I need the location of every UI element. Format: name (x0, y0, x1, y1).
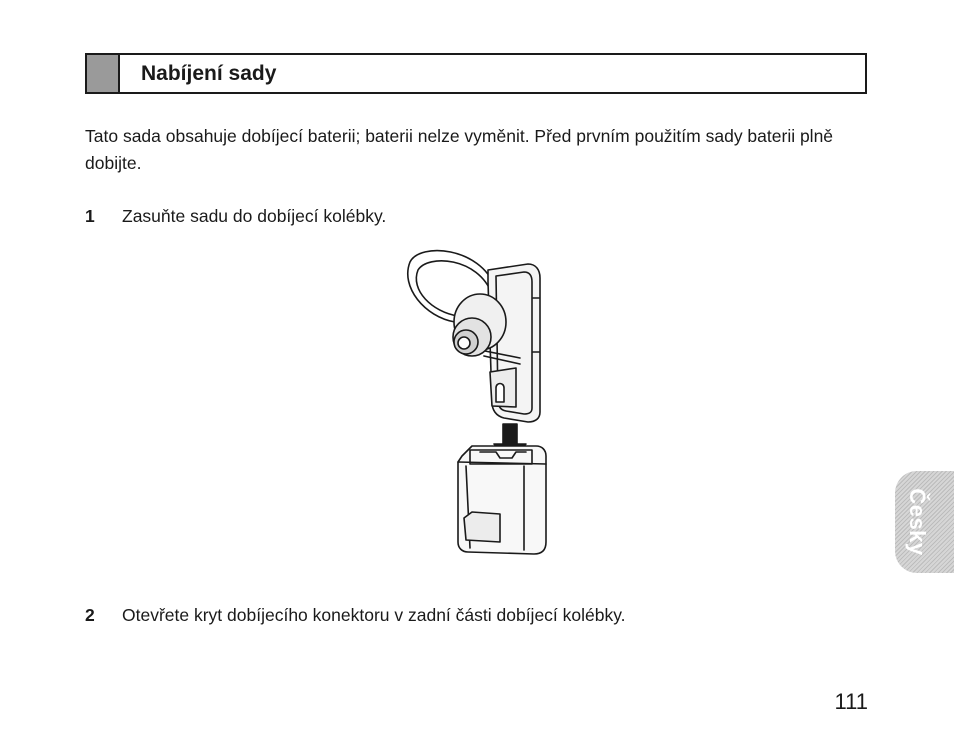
step-text: Zasuňte sadu do dobíjecí kolébky. (122, 206, 387, 226)
intro-paragraph: Tato sada obsahuje dobíjecí baterii; baterii nelze vyměnit. Před prvním použitím sady baterii plně dobijte. (85, 126, 834, 173)
headset-cradle-illustration (400, 242, 560, 560)
step-text: Otevřete kryt dobíjecího konektoru v zadní části dobíjecí kolébky. (122, 605, 626, 625)
page-number: 111 (834, 689, 868, 714)
section-marker (87, 55, 120, 92)
step-item (85, 204, 386, 228)
step-number: 1 (85, 206, 95, 226)
step-number: 2 (85, 605, 95, 625)
language-tab-label: Česky (905, 488, 930, 556)
section-title: Nabíjení sady (141, 62, 277, 85)
section-header (85, 53, 867, 94)
language-tab (895, 471, 954, 573)
step-item (85, 603, 626, 627)
